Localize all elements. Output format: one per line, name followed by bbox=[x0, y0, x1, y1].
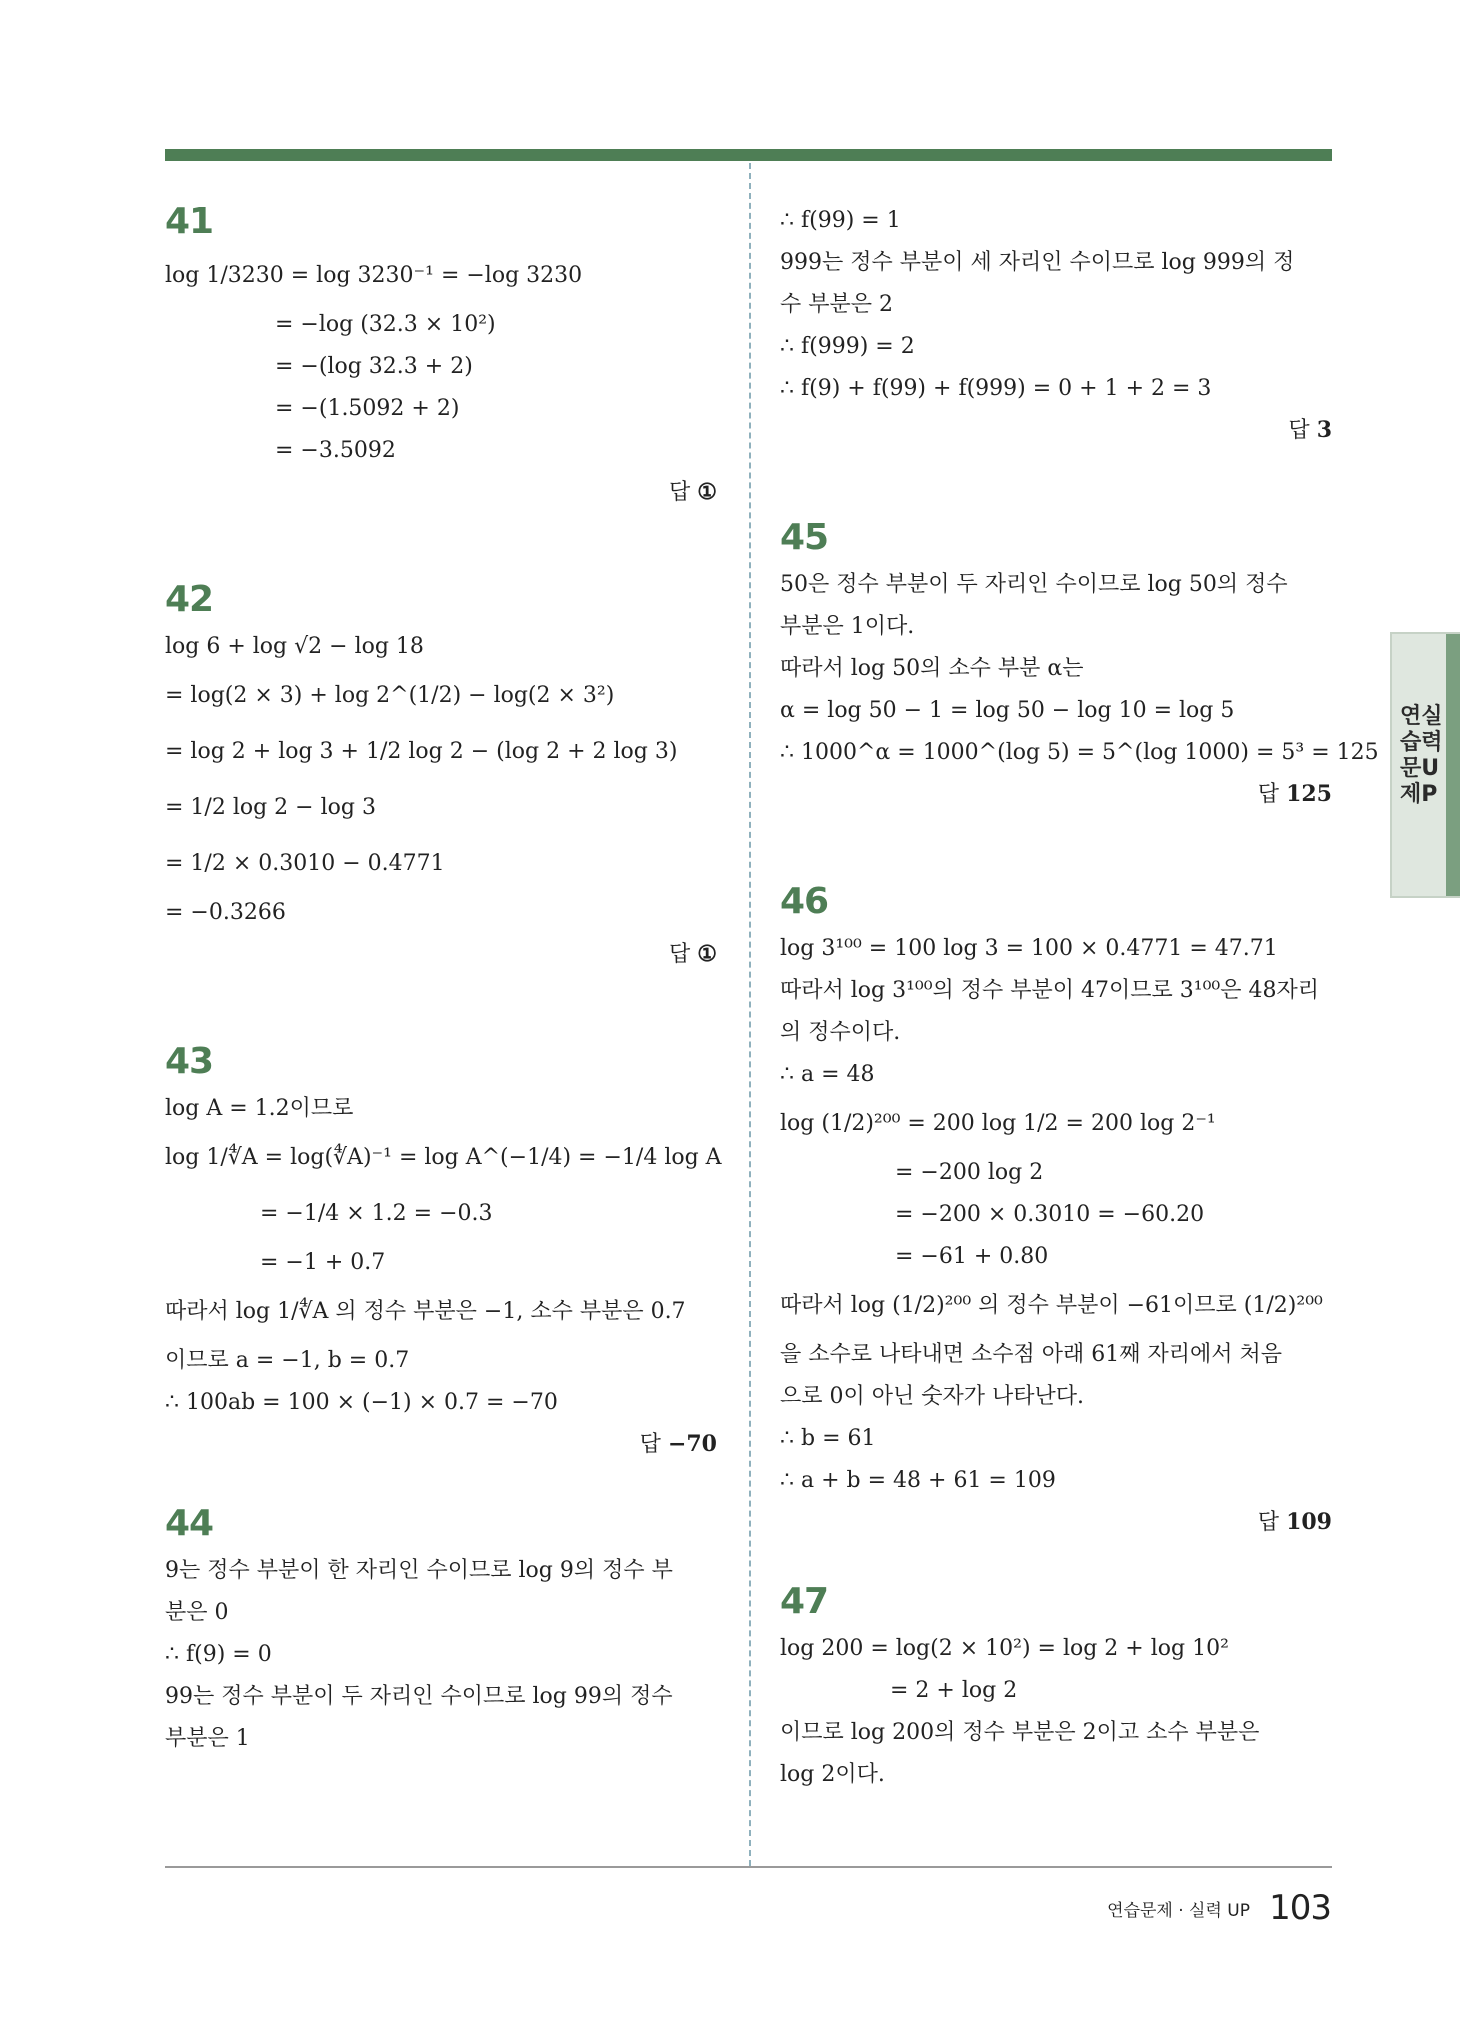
problem-number: 45 bbox=[780, 517, 829, 558]
answer-label: 답 bbox=[639, 1432, 661, 1457]
solution-line: ∴ 1000^α = 1000^(log 5) = 5^(log 1000) = 5³ = 125 bbox=[780, 740, 1379, 765]
solution-line: = −61 + 0.80 bbox=[895, 1244, 1049, 1269]
problem-47 bbox=[780, 1580, 1332, 1796]
solution-line: = log 2 + log 3 + 1/2 log 2 − (log 2 + 2 log 3) bbox=[165, 739, 678, 764]
header-rule bbox=[165, 149, 1332, 161]
page-number: 103 bbox=[1269, 1888, 1331, 1928]
answer-label: 답 bbox=[1257, 782, 1280, 807]
solution-line: = −200 × 0.3010 = −60.20 bbox=[895, 1202, 1205, 1227]
answer-value: ① bbox=[697, 941, 717, 967]
solution-line: 을 소수로 나타내면 소수점 아래 61째 자리에서 처음 bbox=[780, 1342, 1282, 1367]
solution-line: = 2 + log 2 bbox=[890, 1678, 1018, 1703]
problem-42 bbox=[165, 578, 717, 978]
answer-label: 답 bbox=[669, 480, 691, 505]
solution-line: ∴ f(99) = 1 bbox=[780, 208, 901, 233]
solution-line: 분은 0 bbox=[165, 1600, 229, 1625]
problem-number: 43 bbox=[165, 1041, 214, 1082]
left-column bbox=[165, 200, 722, 1760]
problem-45 bbox=[780, 516, 1379, 818]
solution-line: = −200 log 2 bbox=[895, 1160, 1044, 1185]
solution-line: log 1/3230 = log 3230⁻¹ = −log 3230 bbox=[165, 263, 583, 288]
solution-line: log 200 = log(2 × 10²) = log 2 + log 10² bbox=[780, 1636, 1229, 1661]
answer-label: 답 bbox=[1257, 1510, 1280, 1535]
solution-line: 9는 정수 부분이 한 자리인 수이므로 log 9의 정수 부 bbox=[165, 1558, 673, 1583]
solution-line: 으로 0이 아닌 숫자가 나타난다. bbox=[780, 1384, 1084, 1409]
answer-label: 답 bbox=[1288, 418, 1310, 443]
answer-value: ① bbox=[697, 479, 717, 505]
answer-label: 답 bbox=[669, 942, 691, 967]
answer-value: −70 bbox=[667, 1431, 717, 1457]
answer-value: 3 bbox=[1316, 417, 1332, 443]
solution-line: 99는 정수 부분이 두 자리인 수이므로 log 99의 정수 bbox=[165, 1684, 673, 1709]
solution-line: ∴ 100ab = 100 × (−1) × 0.7 = −70 bbox=[165, 1390, 558, 1415]
right-column bbox=[780, 200, 1379, 1796]
solution-line: 부분은 1 bbox=[165, 1726, 250, 1751]
page-footer bbox=[1107, 1888, 1331, 1928]
solution-line: = −log (32.3 × 10²) bbox=[275, 312, 496, 337]
problem-number: 44 bbox=[165, 1503, 214, 1544]
footer-section-title: 연습문제 · 실력 UP bbox=[1107, 1900, 1250, 1921]
solution-line: log 6 + log √2 − log 18 bbox=[165, 634, 424, 659]
solution-line: log 2이다. bbox=[780, 1762, 885, 1787]
solution-line: ∴ a = 48 bbox=[780, 1062, 875, 1087]
solution-line: log 3¹⁰⁰ = 100 log 3 = 100 × 0.4771 = 47.71 bbox=[780, 936, 1278, 961]
section-side-tab bbox=[1390, 632, 1460, 898]
answer bbox=[165, 472, 717, 516]
solution-line: = −1/4 × 1.2 = −0.3 bbox=[260, 1201, 493, 1226]
solution-line: log A = 1.2이므로 bbox=[165, 1096, 354, 1121]
solution-line: 999는 정수 부분이 세 자리인 수이므로 log 999의 정 bbox=[780, 250, 1295, 275]
solution-line: 이므로 log 200의 정수 부분은 2이고 소수 부분은 bbox=[780, 1720, 1260, 1745]
solution-line: 따라서 log 50의 소수 부분 α는 bbox=[780, 656, 1084, 681]
solution-line: 따라서 log 3¹⁰⁰의 정수 부분이 47이므로 3¹⁰⁰은 48자리 bbox=[780, 978, 1319, 1003]
solution-line: ∴ f(999) = 2 bbox=[780, 334, 915, 359]
answer bbox=[780, 774, 1332, 818]
problem-44 bbox=[165, 1502, 717, 1760]
problem-number: 42 bbox=[165, 579, 214, 620]
solution-line: 부분은 1이다. bbox=[780, 614, 915, 639]
solution-line: 의 정수이다. bbox=[780, 1020, 901, 1045]
solution-line: = −3.5092 bbox=[275, 438, 396, 463]
solution-line: 50은 정수 부분이 두 자리인 수이므로 log 50의 정수 bbox=[780, 572, 1288, 597]
solution-line: 따라서 log (1/2)²⁰⁰ 의 정수 부분이 −61이므로 (1/2)²⁰⁰ bbox=[780, 1293, 1323, 1318]
solution-line: = log(2 × 3) + log 2^(1/2) − log(2 × 3²) bbox=[165, 683, 615, 708]
solution-line: 수 부분은 2 bbox=[780, 292, 893, 317]
solution-line: ∴ f(9) = 0 bbox=[165, 1642, 272, 1667]
footer-rule bbox=[165, 1866, 1332, 1868]
side-tab-strip bbox=[1446, 634, 1460, 896]
solution-line: α = log 50 − 1 = log 50 − log 10 = log 5 bbox=[780, 698, 1235, 723]
solution-line: = −0.3266 bbox=[165, 900, 286, 925]
solution-line: ∴ a + b = 48 + 61 = 109 bbox=[780, 1468, 1056, 1493]
solution-line: = 1/2 × 0.3010 − 0.4771 bbox=[165, 851, 445, 876]
answer bbox=[165, 934, 717, 978]
problem-46 bbox=[780, 880, 1332, 1546]
answer bbox=[165, 1424, 717, 1468]
solution-line: ∴ f(9) + f(99) + f(999) = 0 + 1 + 2 = 3 bbox=[780, 376, 1212, 401]
solution-line: = −(log 32.3 + 2) bbox=[275, 354, 473, 379]
solution-line: log (1/2)²⁰⁰ = 200 log 1/2 = 200 log 2⁻¹ bbox=[780, 1111, 1216, 1136]
problem-43 bbox=[165, 1040, 722, 1468]
solution-line: = −1 + 0.7 bbox=[260, 1250, 386, 1275]
problem-number: 47 bbox=[780, 1581, 829, 1622]
problem-44-continued bbox=[780, 200, 1332, 454]
solution-line: = −(1.5092 + 2) bbox=[275, 396, 460, 421]
solution-line: ∴ b = 61 bbox=[780, 1426, 876, 1451]
answer-value: 109 bbox=[1286, 1509, 1332, 1535]
problem-number: 46 bbox=[780, 881, 829, 922]
column-divider bbox=[749, 163, 751, 1866]
answer-value: 125 bbox=[1286, 781, 1332, 807]
problem-number: 41 bbox=[165, 201, 214, 242]
solution-line: = 1/2 log 2 − log 3 bbox=[165, 795, 376, 820]
answer bbox=[780, 410, 1332, 454]
solution-line: 이므로 a = −1, b = 0.7 bbox=[165, 1348, 410, 1373]
solution-line: 따라서 log 1/∜A 의 정수 부분은 −1, 소수 부분은 0.7 bbox=[165, 1299, 686, 1324]
side-tab-label: 연실 습력 문U 제P bbox=[1400, 704, 1443, 807]
solution-line: log 1/∜A = log(∜A)⁻¹ = log A^(−1/4) = −1/4 log A bbox=[165, 1145, 722, 1170]
problem-41 bbox=[165, 200, 717, 516]
answer bbox=[780, 1502, 1332, 1546]
